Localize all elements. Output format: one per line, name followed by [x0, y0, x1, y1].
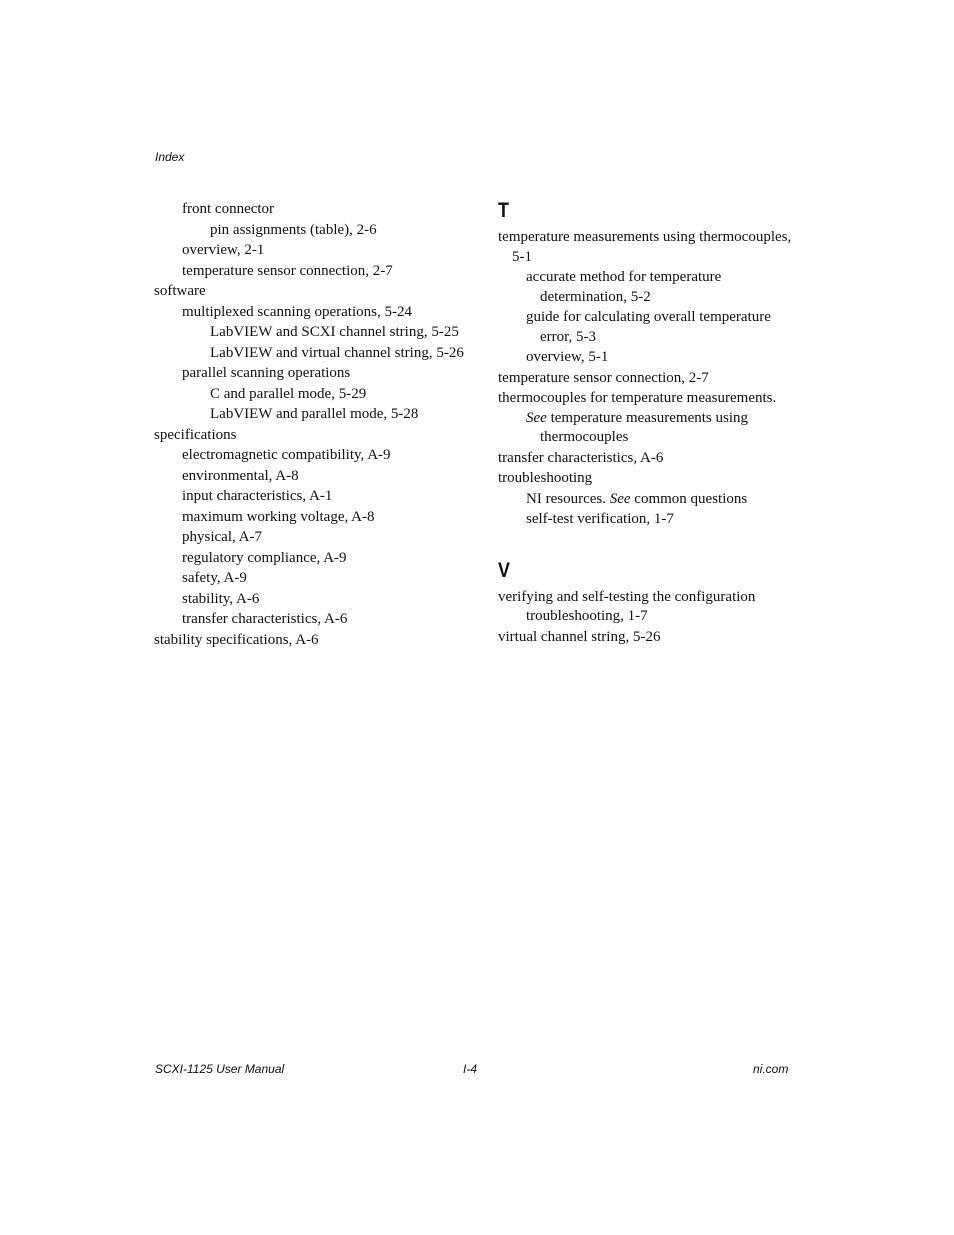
index-entry: LabVIEW and parallel mode, 5-28 [210, 406, 419, 422]
index-entry: troubleshooting [498, 470, 593, 486]
index-entry: electromagnetic compatibility, A-9 [182, 447, 391, 463]
index-entry: multiplexed scanning operations, 5-24 [182, 303, 412, 320]
index-entry: temperature sensor connection, 2-7 [182, 262, 393, 279]
index-entry: physical, A-7 [182, 529, 262, 545]
index-entry: parallel scanning operations [182, 365, 351, 381]
index-entry: self-test verification, 1-7 [526, 511, 674, 527]
index-entry: LabVIEW and SCXI channel string, 5-25 [210, 324, 459, 340]
entry-subline: troubleshooting, 1-7 [526, 608, 648, 624]
section-letter-t: T [498, 199, 509, 222]
index-entry [498, 389, 798, 448]
index-column-right [498, 200, 798, 648]
index-entry: front connector [182, 201, 275, 217]
index-entry: specifications [154, 426, 237, 443]
index-entry: temperature sensor connection, 2-7 [498, 369, 709, 386]
index-entry: maximum working voltage, A-8 [182, 508, 375, 525]
index-entry: accurate method for temperature determination, 5-2 [526, 269, 722, 305]
index-entry: guide for calculating overall temperature error, 5-3 [526, 309, 771, 345]
index-entry: environmental, A-8 [182, 467, 299, 484]
footer-website: ni.com [753, 1062, 789, 1076]
see-target: temperature measurements using thermocouples [540, 409, 749, 445]
index-entry: virtual channel string, 5-26 [498, 628, 661, 645]
index-entry: regulatory compliance, A-9 [182, 549, 347, 566]
index-entry: temperature measurements using thermocouples, 5-1 [498, 229, 792, 265]
index-entry [498, 588, 798, 627]
footer-manual-title: SCXI-1125 User Manual [155, 1062, 285, 1076]
index-entry: stability, A-6 [182, 590, 260, 607]
running-header: Index [155, 150, 185, 164]
entry-text: NI resources. [526, 490, 610, 507]
index-entry: transfer characteristics, A-6 [498, 449, 664, 466]
see-label: See [526, 409, 547, 426]
footer-page-number: I-4 [463, 1062, 478, 1076]
index-entry: input characteristics, A-1 [182, 488, 333, 504]
index-entry: LabVIEW and virtual channel string, 5-26 [210, 344, 464, 361]
see-label: See [609, 490, 631, 507]
entry-text: verifying and self-testing the configuration [498, 588, 756, 605]
index-entry: overview, 5-1 [526, 349, 609, 365]
section-letter-v: V [498, 558, 510, 582]
index-entry: overview, 2-1 [182, 242, 265, 258]
index-entry: safety, A-9 [182, 570, 247, 586]
index-entry: pin assignments (table), 2-6 [210, 221, 377, 238]
index-column-left [154, 200, 464, 651]
entry-text: thermocouples for temperature measurements. [498, 390, 777, 406]
index-entry: transfer characteristics, A-6 [182, 611, 348, 627]
index-entry [498, 490, 798, 510]
see-reference [498, 409, 798, 448]
see-target: common questions [630, 490, 748, 507]
index-entry: C and parallel mode, 5-29 [210, 385, 367, 402]
index-entry: software [154, 283, 206, 299]
index-entry: stability specifications, A-6 [154, 631, 319, 648]
